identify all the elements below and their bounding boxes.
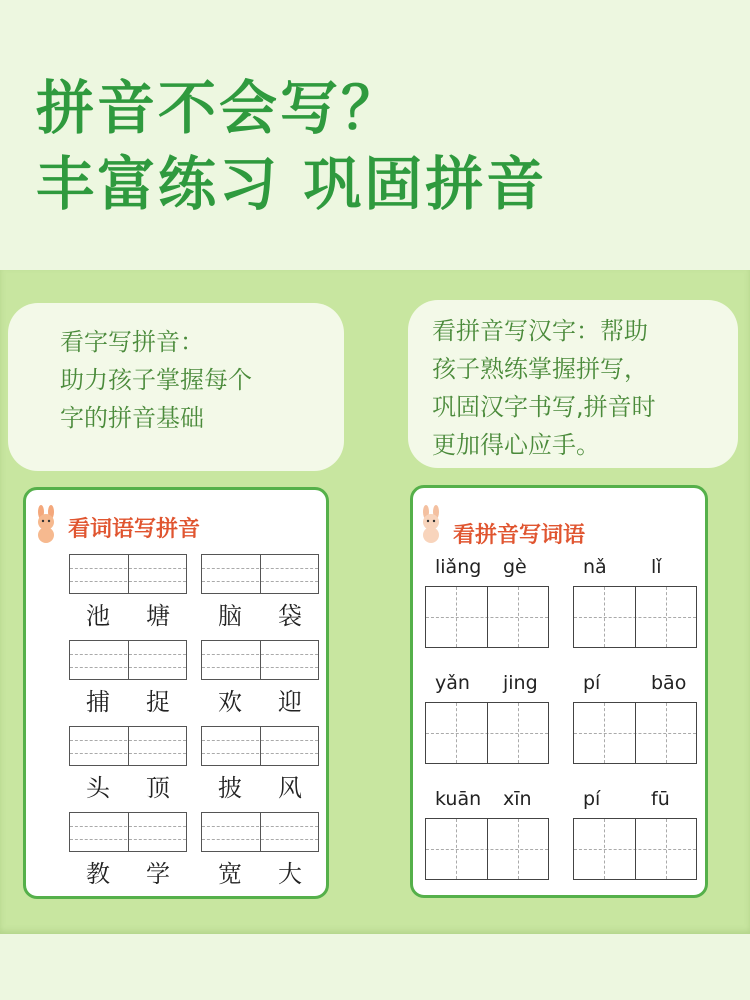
pinyin-writing-box[interactable] <box>69 726 187 766</box>
pinyin-label: liǎng <box>435 556 482 578</box>
hanzi-character: 披 <box>218 774 242 802</box>
pinyin-label: xīn <box>503 788 532 810</box>
pinyin-label: kuān <box>435 788 482 810</box>
hanzi-character: 袋 <box>278 602 302 630</box>
hanzi-character: 顶 <box>146 774 170 802</box>
hanzi-character: 风 <box>278 774 302 802</box>
hanzi-character: 脑 <box>218 602 242 630</box>
pinyin-label: nǎ <box>583 556 607 578</box>
bubble-left-line-1: 看字写拼音： <box>60 328 204 356</box>
hanzi-character: 欢 <box>218 688 242 716</box>
pinyin-writing-box[interactable] <box>69 554 187 594</box>
hanzi-writing-box[interactable] <box>425 586 549 648</box>
pinyin-label: lǐ <box>651 556 662 578</box>
feature-bubble-right <box>408 300 738 468</box>
hanzi-character: 大 <box>278 860 302 888</box>
hanzi-character: 捕 <box>86 688 110 716</box>
pinyin-writing-box[interactable] <box>69 812 187 852</box>
pinyin-writing-box[interactable] <box>201 726 319 766</box>
hanzi-writing-box[interactable] <box>573 702 697 764</box>
pinyin-writing-box[interactable] <box>69 640 187 680</box>
pinyin-writing-box[interactable] <box>201 812 319 852</box>
bubble-right-line-3: 巩固汉字书写,拼音时 <box>432 393 656 421</box>
hanzi-character: 学 <box>146 860 170 888</box>
pinyin-label: pí <box>583 788 601 810</box>
headline <box>36 70 547 222</box>
bubble-right-line-2: 孩子熟练掌握拼写， <box>432 355 648 383</box>
bubble-right-line-4: 更加得心应手。 <box>432 431 600 459</box>
worksheet-card-right <box>410 485 708 898</box>
hanzi-writing-box[interactable] <box>425 818 549 880</box>
bubble-right-line-1: 看拼音写汉字：帮助 <box>432 317 648 345</box>
hanzi-character: 捉 <box>146 688 170 716</box>
hanzi-character: 迎 <box>278 688 302 716</box>
card-right-title: 看拼音写词语 <box>453 523 586 548</box>
headline-line-1: 拼音不会写？ <box>36 74 403 142</box>
rabbit-mascot-icon <box>415 504 447 544</box>
hanzi-character: 宽 <box>218 860 242 888</box>
pinyin-writing-box[interactable] <box>201 640 319 680</box>
pinyin-writing-box[interactable] <box>201 554 319 594</box>
hanzi-character: 头 <box>86 774 110 802</box>
bubble-left-line-2: 助力孩子掌握每个 <box>60 366 252 394</box>
hanzi-writing-box[interactable] <box>425 702 549 764</box>
hanzi-character: 池 <box>86 602 110 630</box>
pinyin-label: gè <box>503 556 527 578</box>
pinyin-label: yǎn <box>435 672 470 694</box>
pinyin-label: bāo <box>651 672 687 694</box>
pinyin-label: jing <box>503 672 538 694</box>
worksheet-card-left <box>23 487 329 899</box>
hanzi-writing-box[interactable] <box>573 818 697 880</box>
hanzi-character: 塘 <box>146 602 170 630</box>
headline-line-2: 丰富练习 巩固拼音 <box>36 150 548 218</box>
pinyin-label: pí <box>583 672 601 694</box>
bubble-left-line-3: 字的拼音基础 <box>60 404 204 432</box>
rabbit-mascot-icon <box>30 504 62 544</box>
pinyin-label: fū <box>651 788 670 810</box>
hanzi-writing-box[interactable] <box>573 586 697 648</box>
card-left-title: 看词语写拼音 <box>68 517 201 542</box>
hanzi-character: 教 <box>86 860 110 888</box>
feature-bubble-left <box>8 303 344 471</box>
